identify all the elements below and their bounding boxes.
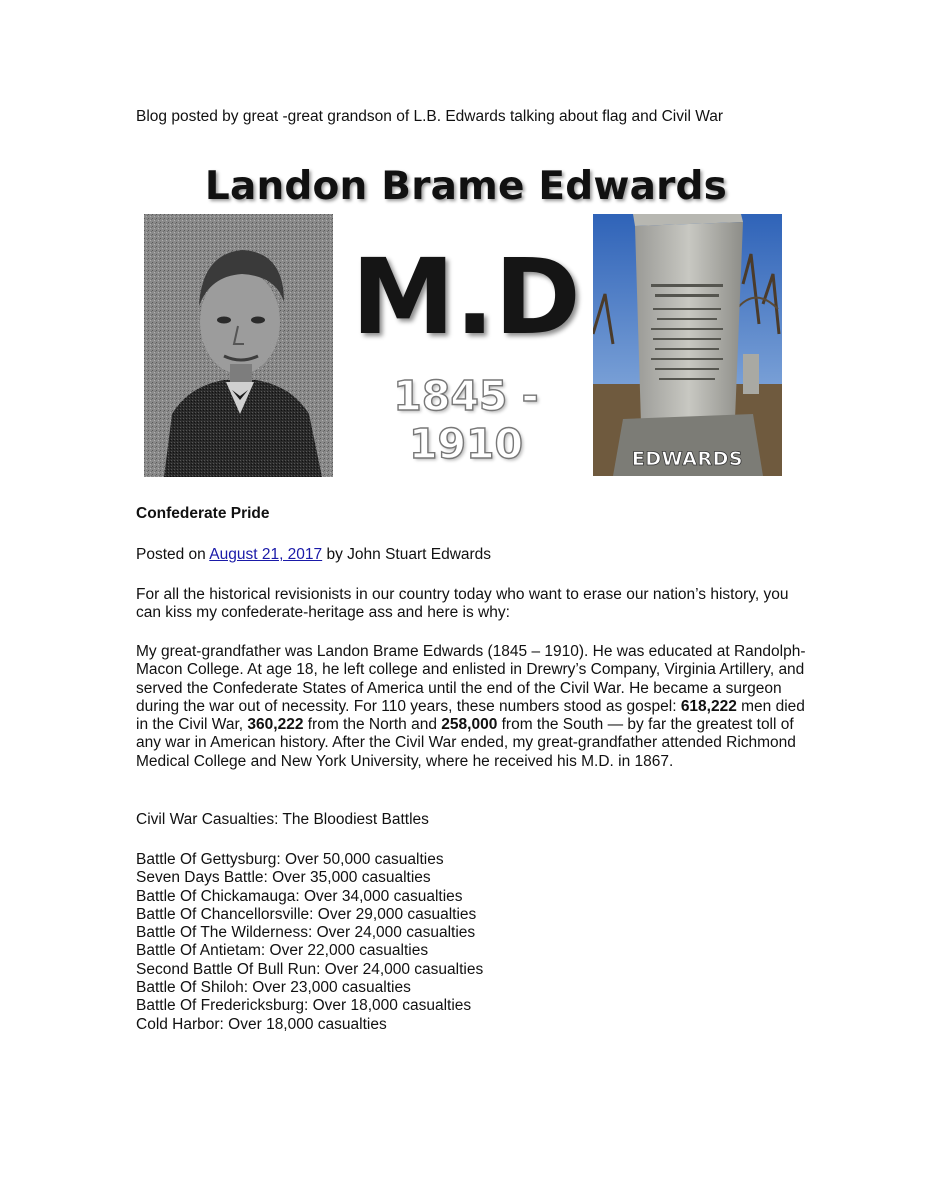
list-item: Battle Of Gettysburg: Over 50,000 casualties: [136, 851, 444, 868]
gravestone-label: EDWARDS: [631, 448, 744, 470]
posted-line: [136, 546, 491, 564]
list-item: Battle Of Fredericksburg: Over 18,000 casualties: [136, 997, 472, 1015]
posted-prefix: Posted on: [136, 546, 210, 563]
list-item: Battle Of Shiloh: Over 23,000 casualties: [136, 979, 411, 997]
banner-years: 1845 - 1910: [393, 372, 539, 468]
battle-list: [136, 851, 483, 1034]
bio-text-1: My great-grandfather was Landon Brame Edwards (1845 – 1910). He was educated at Randolph-Macon College. At age 18, he left college and enlisted in Drewry’s Company, Virginia Artillery, and served the Confederate States of America until the end of the Civil War. He became a surgeon during the war out of necessity. For 110 years, these numbers stood as gospel:: [136, 643, 806, 715]
north-deaths: 360,222: [247, 716, 304, 734]
list-item: Battle Of Chancellorsville: Over 29,000 casualties: [136, 905, 477, 923]
bio-text-2: men died in the Civil War,: [136, 697, 805, 734]
bio-paragraph: [136, 643, 806, 771]
list-item: Second Battle Of Bull Run: Over 24,000 casualties: [136, 960, 484, 978]
banner-title: Landon Brame Edwards: [204, 164, 728, 209]
list-item: Battle Of The Wilderness: Over 24,000 casualties: [136, 924, 476, 942]
posted-author: by John Stuart Edwards: [322, 546, 492, 563]
intro-paragraph: For all the historical revisionists in our country today who want to erase our nation’s history, you can kiss my confederate-heritage ass and here is why:: [136, 586, 789, 622]
portrait-photo-icon: [144, 214, 333, 477]
posted-date-link[interactable]: August 21, 2017: [209, 546, 323, 563]
south-deaths: 258,000: [441, 716, 498, 734]
list-item: Seven Days Battle: Over 35,000 casualties: [136, 869, 431, 887]
total-deaths: 618,222: [680, 697, 737, 715]
header-line: Blog posted by great -great grandson of L.B. Edwards talking about flag and Civil War: [136, 108, 724, 125]
banner-md: M.D: [351, 236, 581, 358]
gravestone-photo-icon: [593, 214, 782, 476]
banner-graphic: [136, 150, 796, 490]
bio-text-3: from the North and: [303, 716, 442, 734]
post-title: Confederate Pride: [136, 505, 270, 522]
list-item: Cold Harbor: Over 18,000 casualties: [136, 1015, 387, 1033]
list-heading: Civil War Casualties: The Bloodiest Battles: [136, 811, 429, 828]
list-item: Battle Of Chickamauga: Over 34,000 casualties: [136, 887, 463, 905]
list-item: Battle Of Antietam: Over 22,000 casualties: [136, 942, 429, 960]
bio-text-4: from the South — by far the greatest toll of any war in American history. After the Civil War ended, my great-grandfather attended Richmond Medical College and New York University, where he received his M.D. in 1867.: [136, 716, 796, 770]
